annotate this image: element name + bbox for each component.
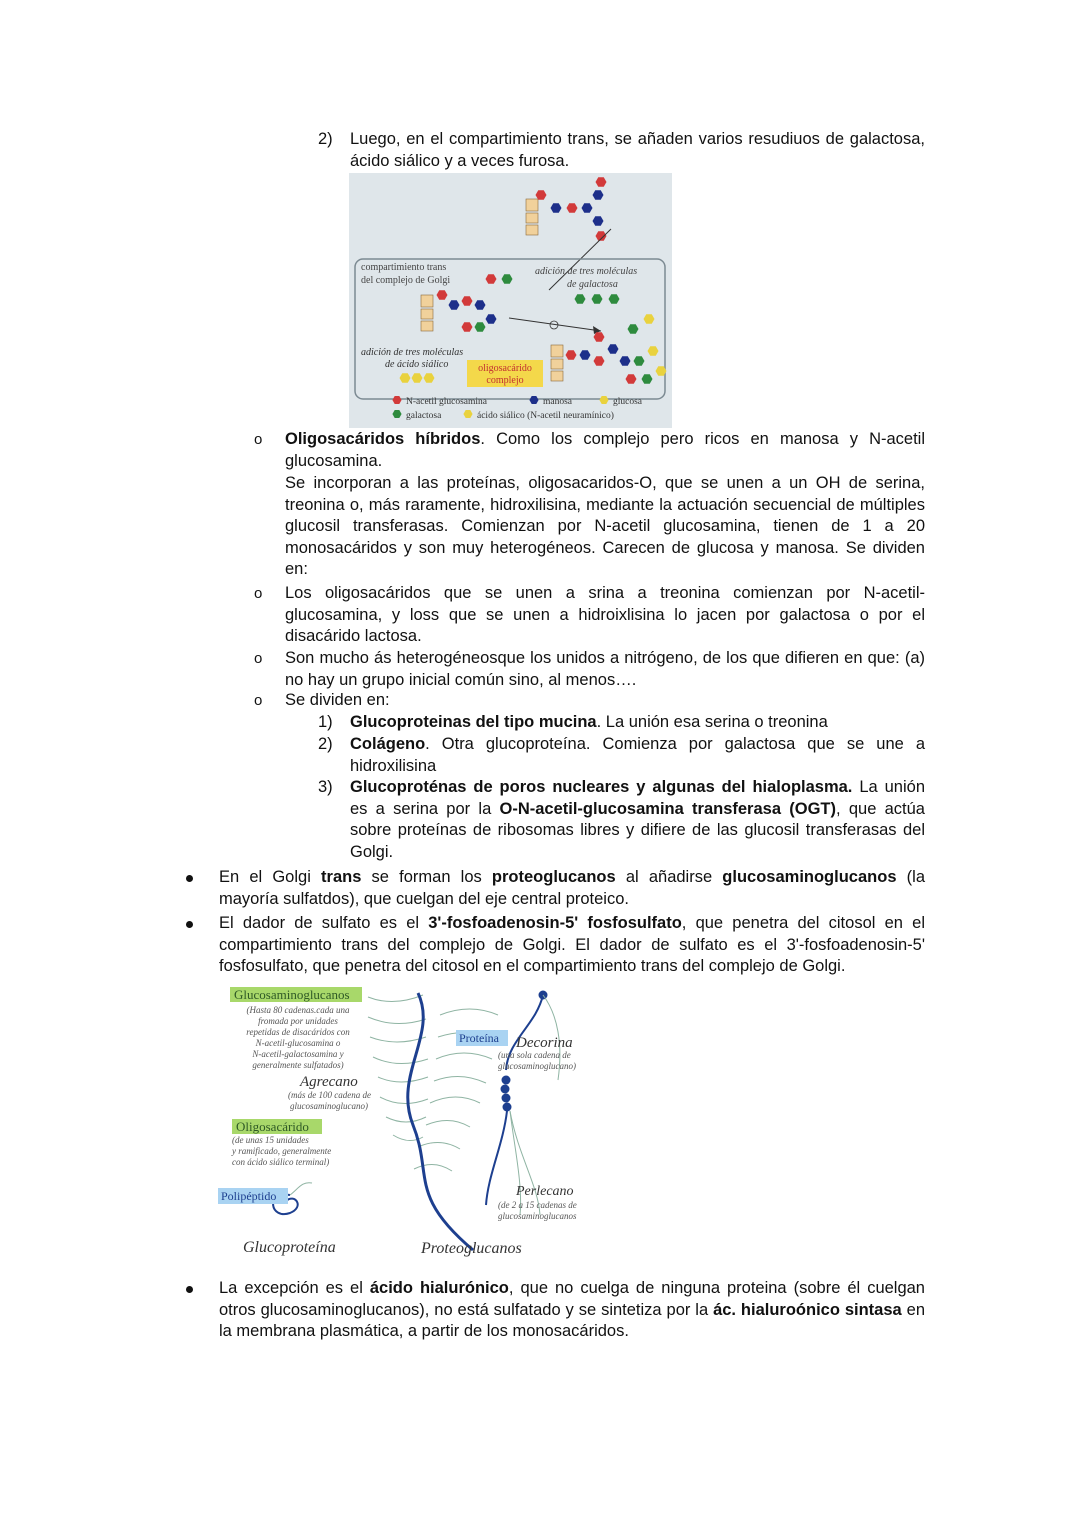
ogt-term: O-N-acetil-glucosamina transferasa (OGT) (499, 799, 836, 818)
agrecano-label: Agrecano (300, 1074, 358, 1090)
type-poros-text-a: La unión es a serina por la (350, 778, 925, 818)
b3-c: , que no cuelga de ninguna proteina (sobre él cuelgan otros glucosaminoglucanos), no está sulfatado y se sintetiza por la (219, 1279, 925, 1319)
agrecano-desc-1: (más de 100 cadena de (288, 1090, 371, 1100)
paragraph-sulfato (219, 913, 925, 978)
paragraph-sub2: Son mucho ás heterogéneosque los unidos a nitrógeno, de los que difieren en que: (a) no hay un grupo inicial común sino, al menos…. (285, 649, 925, 689)
paragraph-sub3: Se dividen en: (285, 691, 390, 709)
b1-g: (la mayoría sulfatdos), que cuelgan del eje central proteico. (219, 868, 925, 908)
legend-galactosa: galactosa (406, 411, 442, 421)
golgi-oligosaccharide-figure (349, 173, 672, 428)
legend-glucosa: glucosa (613, 397, 643, 407)
legend-sialico: ácido siálico (N-acetil neuramínico) (477, 411, 614, 421)
bullet-dot (186, 875, 193, 882)
perlecano-beads (501, 1076, 512, 1112)
gag-title: Glucosaminoglucanos (234, 987, 350, 1002)
b1-a: En el Golgi (219, 868, 322, 886)
b3-e: en la membrana plasmática, a partir de los monosacáridos. (219, 1300, 925, 1341)
b1-c: se forman los (361, 868, 492, 886)
list-number: 3) (318, 778, 333, 796)
oligo-desc-2: y ramificado, generalmente (232, 1146, 332, 1156)
galactose-label-2: de galactosa (567, 279, 618, 290)
gag-desc-5: N-acetil-galactosamina y (252, 1049, 344, 1059)
legend-glcnac: N-acetil glucosamina (406, 397, 487, 407)
type-poros-title: Glucoproténas de poros nucleares y algunas del hialoplasma. (350, 778, 853, 796)
perlecano-desc-2: glucosaminoglucanos (498, 1211, 577, 1221)
paragraph-item2: Luego, en el compartimiento trans, se añaden varios resudiuos de galactosa, ácido siálico y a veces furosa. (350, 130, 925, 170)
proteina-label: Proteína (459, 1031, 499, 1045)
glucoproteina-label: Glucoproteína (243, 1239, 336, 1256)
circle-bullet: o (254, 431, 263, 448)
figure-background (349, 173, 672, 428)
agrecano-desc-2: glucosaminoglucano) (290, 1101, 368, 1111)
sialic-label-2: de ácido siálico (385, 359, 449, 370)
gag-desc-1: (Hasta 80 cadenas.cada una (246, 1005, 350, 1015)
paragraph-o-oligosaccharides: Se incorporan a las proteínas, oligosacaridos-O, que se unen a un OH de serina, treonina o, más raramente, hidroxilisina, mediante la actuación secuencial de múltiples glucosil transferasas. Comienzan por N-acetil glucosamina, tienen de 1 a 20 monosacáridos y son muy heterogéneos. Carecen de glucosa y manosa. Se dividen en: (285, 474, 925, 579)
oligo-desc-3: con ácido siálico terminal) (232, 1157, 330, 1167)
b2-b: 3'-fosfoadenosin-5' fosfosulfato (428, 914, 682, 932)
type-colageno (350, 734, 925, 777)
oligo-desc-1: (de unas 15 unidades (232, 1135, 309, 1145)
hybrid-text: . Como los complejo pero ricos en manosa y N-acetil glucosamina. (285, 430, 926, 470)
paragraph-sub1: Los oligosacáridos que se unen a srina a treonina comienzan por N-acetil-glucosamina, y loss que se unen a hidroixlisina lo jacen por galactosa o por el disacárido lactosa. (285, 584, 925, 646)
hybrid-title: Oligosacáridos híbridos (285, 430, 481, 448)
proteoglucanos-label: Proteoglucanos (421, 1240, 522, 1257)
galactose-label-1: adición de tres moléculas (535, 266, 638, 277)
perlecano-label: Perlecano (516, 1184, 574, 1199)
type-mucina-title: Glucoproteinas del tipo mucina (350, 713, 597, 731)
type-poros (350, 777, 925, 863)
decorina-label: Decorina (516, 1035, 573, 1051)
b3-d: ác. hialuroónico sintasa (713, 1300, 902, 1319)
compartment-label-1: compartimiento trans (361, 262, 447, 273)
paragraph-proteoglucanos (219, 867, 925, 910)
b3-a: La excepción es el (219, 1279, 370, 1297)
paragraph-hybrid (285, 429, 925, 472)
b3-b: ácido hialurónico (369, 1279, 509, 1297)
b1-f: glucosaminoglucanos (722, 868, 897, 886)
oligo-title: Oligosacárido (236, 1119, 309, 1134)
proteoglycan-figure (218, 985, 596, 1261)
list-number: 2) (318, 130, 333, 148)
gag-chains (368, 995, 498, 1171)
decorina-desc-1: (una sola cadena de (498, 1050, 571, 1060)
b1-e: al añadirse (615, 868, 723, 886)
circle-bullet: o (254, 692, 263, 709)
perlecano-desc-1: (de 2 a 15 cadenas de (498, 1200, 577, 1210)
gag-desc-6: generalmente sulfatados) (252, 1060, 344, 1070)
type-mucina-text: . La unión esa serina o treonina (596, 713, 828, 731)
list-number: 2) (318, 735, 333, 753)
list-number: 1) (318, 713, 333, 731)
complex-label-1: oligosacárido (478, 363, 532, 374)
b1-b: trans (321, 868, 362, 886)
type-poros-text-b: , que actúa sobre proteínas de ribosomas libres y difiere de las glucosil transferasas del Golgi. (350, 799, 925, 861)
circle-bullet: o (254, 650, 263, 667)
decorina-desc-2: glucosaminoglucano) (498, 1061, 576, 1071)
complex-label-2: complejo (486, 375, 524, 386)
type-colageno-title: Colágeno (350, 735, 426, 753)
b1-d: proteoglucanos (491, 868, 616, 886)
gag-desc-2: fromada por unidades (258, 1016, 338, 1026)
polipeptido-label: Polipéptido (221, 1189, 277, 1203)
compartment-label-2: del complejo de Golgi (361, 275, 451, 286)
bullet-dot (186, 1286, 193, 1293)
gag-desc-4: N-acetil-glucosamina o (255, 1038, 341, 1048)
legend-manosa: manosa (543, 397, 573, 407)
sialic-label-1: adición de tres moléculas (361, 347, 464, 358)
bullet-dot (186, 921, 193, 928)
gag-desc-3: repetidas de disacáridos con (246, 1027, 350, 1037)
b2-c: , que penetra del citosol en el compartimiento trans del complejo de Golgi. El dador de sulfato es el 3'-fosfoadenosin-5' fosfosulfato, que penetra del citosol en el compartimiento trans del complejo de Golgi. (219, 914, 925, 976)
type-colageno-text: . Otra glucoproteína. Comienza por galactosa que se une a hidroxilisina (350, 735, 925, 775)
b2-a: El dador de sulfato es el (219, 914, 429, 932)
paragraph-hialuronico (219, 1278, 925, 1343)
type-mucina (350, 712, 925, 734)
circle-bullet: o (254, 585, 263, 602)
